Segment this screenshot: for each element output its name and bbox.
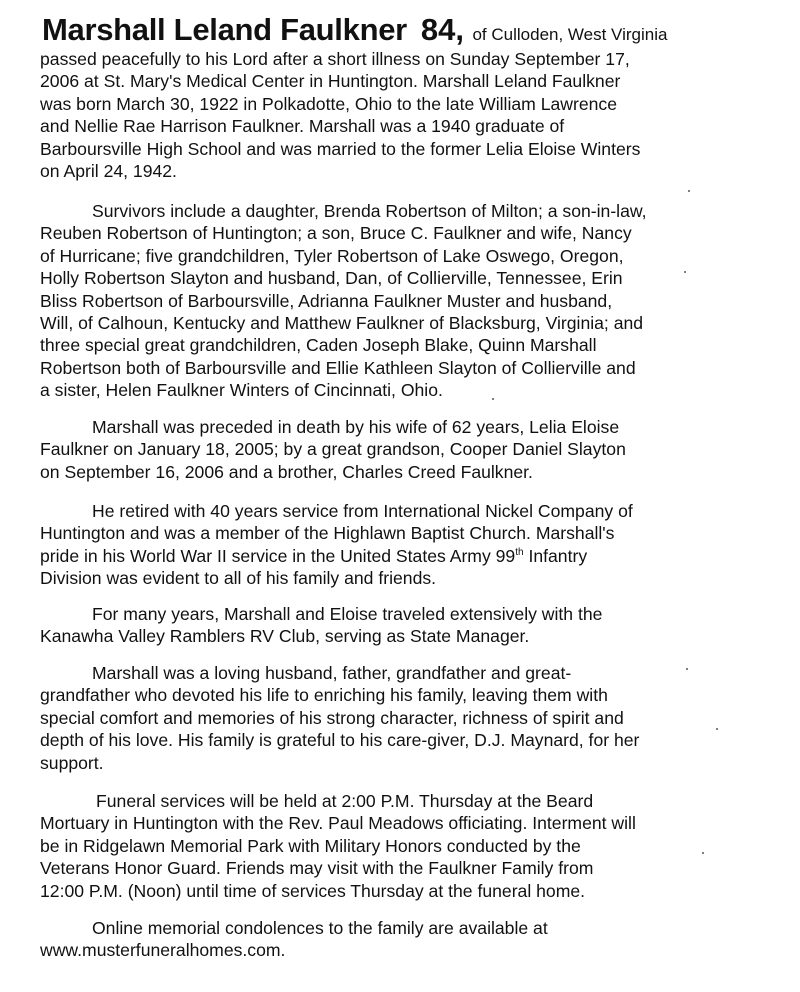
text-line <box>40 545 740 567</box>
deceased-name: Marshall Leland Faulkner <box>42 12 407 47</box>
text-line: Reuben Robertson of Huntington; a son, Bruce C. Faulkner and wife, Nancy <box>40 223 632 244</box>
paragraph-career <box>40 500 740 590</box>
scan-speck <box>492 398 494 400</box>
text-line: and Nellie Rae Harrison Faulkner. Marshall was a 1940 graduate of <box>40 116 565 137</box>
scan-speck <box>702 852 704 854</box>
paragraph-travel <box>40 603 740 648</box>
text-line: Marshall was preceded in death by his wife of 62 years, Lelia Eloise <box>92 417 620 437</box>
text-line: on September 16, 2006 and a brother, Charles Creed Faulkner. <box>40 461 533 482</box>
obituary-headline <box>42 14 762 45</box>
text-line: Division was evident to all of his family and friends. <box>40 568 437 589</box>
text-line: Faulkner on January 18, 2005; by a great grandson, Cooper Daniel Slayton <box>40 439 626 460</box>
text-line: of Hurricane; five grandchildren, Tyler Robertson of Lake Oswego, Oregon, <box>40 245 624 266</box>
text-line: He retired with 40 years service from International Nickel Company of <box>92 501 633 521</box>
text-line: For many years, Marshall and Eloise traveled extensively with the <box>92 604 603 624</box>
text-line: Funeral services will be held at 2:00 P.M. Thursday at the Beard <box>96 791 594 811</box>
headline-comma: , <box>455 12 465 47</box>
text-line: Kanawha Valley Ramblers RV Club, serving as State Manager. <box>40 626 530 647</box>
ordinal-suffix: th <box>515 546 524 558</box>
scan-speck <box>716 728 718 730</box>
paragraph-tribute <box>40 662 740 774</box>
deceased-location: of Culloden, West Virginia <box>472 25 668 44</box>
text-line: Will, of Calhoun, Kentucky and Matthew Faulkner of Blacksburg, Virginia; and <box>40 313 644 334</box>
text-fragment: pride in his World War II service in the United States Army 99 <box>40 545 516 566</box>
text-line: was born March 30, 1922 in Polkadotte, Ohio to the late William Lawrence <box>40 93 617 114</box>
text-line: Robertson both of Barboursville and Ellie Kathleen Slayton of Collierville and <box>40 357 636 378</box>
text-line: support. <box>40 752 104 773</box>
paragraph-preceded <box>40 416 740 483</box>
text-line: Holly Robertson Slayton and husband, Dan, of Collierville, Tennessee, Erin <box>40 268 623 289</box>
text-line: depth of his love. His family is grateful to his care-giver, D.J. Maynard, for her <box>40 730 640 751</box>
text-line: passed peacefully to his Lord after a short illness on Sunday September 17, <box>40 49 630 69</box>
text-line: grandfather who devoted his life to enriching his family, leaving them with <box>40 685 608 706</box>
text-line: Bliss Robertson of Barboursville, Adrianna Faulkner Muster and husband, <box>40 290 613 311</box>
paragraph-services <box>40 790 740 902</box>
scan-speck <box>686 668 688 670</box>
text-line: 2006 at St. Mary's Medical Center in Huntington. Marshall Leland Faulkner <box>40 71 621 92</box>
text-line: special comfort and memories of his strong character, richness of spirit and <box>40 707 624 728</box>
paragraph-survivors <box>40 200 740 402</box>
text-line: Barboursville High School and was married to the former Lelia Eloise Winters <box>40 138 641 159</box>
deceased-age: 84 <box>420 12 456 47</box>
text-line: Online memorial condolences to the family are available at <box>92 918 548 938</box>
text-line: Survivors include a daughter, Brenda Robertson of Milton; a son-in-law, <box>92 201 647 221</box>
text-line: 12:00 P.M. (Noon) until time of services Thursday at the funeral home. <box>40 880 586 901</box>
memorial-website: www.musterfuneralhomes.com. <box>40 940 286 961</box>
text-line: a sister, Helen Faulkner Winters of Cincinnati, Ohio. <box>40 380 443 401</box>
paragraph-condolences <box>40 917 740 962</box>
scan-speck <box>684 271 686 273</box>
text-line: three special great grandchildren, Caden Joseph Blake, Quinn Marshall <box>40 335 597 356</box>
text-fragment: Infantry <box>523 545 588 566</box>
text-line: Mortuary in Huntington with the Rev. Paul Meadows officiating. Interment will <box>40 813 636 834</box>
text-line: be in Ridgelawn Memorial Park with Military Honors conducted by the <box>40 835 581 856</box>
text-line: on April 24, 1942. <box>40 161 177 182</box>
text-line: Veterans Honor Guard. Friends may visit with the Faulkner Family from <box>40 858 594 879</box>
text-line: Huntington and was a member of the Highlawn Baptist Church. Marshall's <box>40 523 615 544</box>
scan-speck <box>688 190 690 192</box>
text-line: Marshall was a loving husband, father, grandfather and great- <box>92 663 572 683</box>
paragraph-passing <box>40 48 740 182</box>
